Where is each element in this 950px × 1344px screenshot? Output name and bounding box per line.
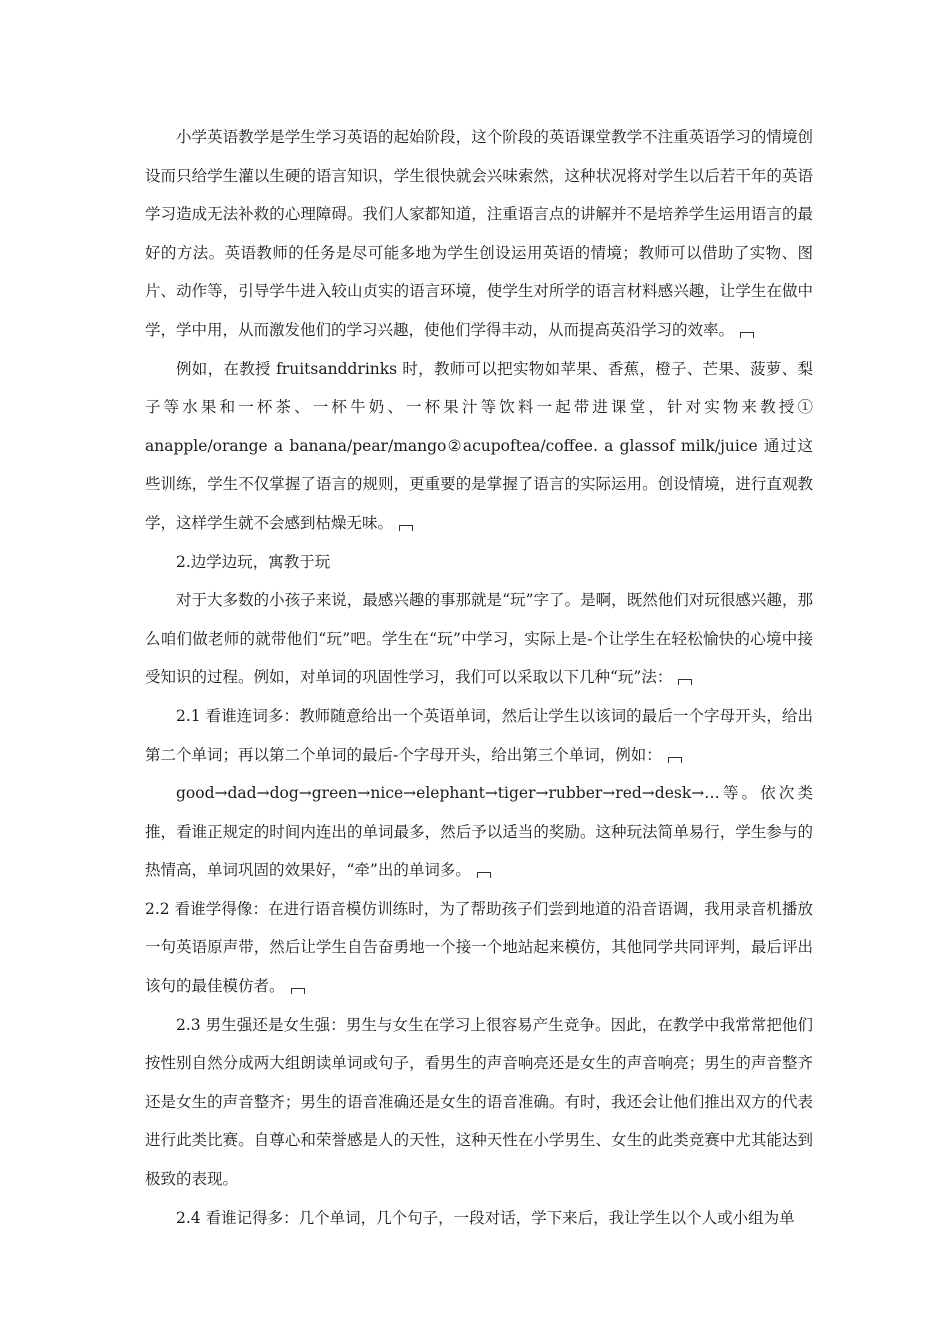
section-heading: 2.边学边玩，寓教于玩 — [176, 552, 331, 571]
paragraph-2-1 — [145, 697, 813, 774]
paragraph-play — [145, 581, 813, 697]
paragraph-text: 例如，在教授 fruitsanddrinks 时，教师可以把实物如苹果、香蕉，橙子、芒果、菠萝、梨子等水果和一杯茶、一杯牛奶、一杯果汁等饮料一起带进课堂，针对实物来教授① anapple/orange a banana/pear/mango②acupoftea/coffee. a glassof milk/juice 通过这些训练，学生不仅掌握了语言的规则，更重要的是掌握了语言的实际运用。创设情境，进行直观教学，这样学生就不会感到枯燥无味。 — [145, 359, 813, 532]
paragraph-mark-icon — [740, 332, 754, 338]
document-page — [145, 118, 813, 1237]
paragraph-2-4: 2.4 看谁记得多：几个单词，几个句子，一段对话，学下来后，我让学生以个人或小组为单 — [176, 1208, 795, 1227]
paragraph-2-3: 2.3 男生强还是女生强：男生与女生在学习上很容易产生竞争。因此，在教学中我常常把他们按性别自然分成两大组朗读单词或句子，看男生的声音响亮还是女生的声音响亮；男生的声音整齐还是女生的声音整齐；男生的语音准确还是女生的语音准确。有时，我还会让他们推出双方的代表进行此类比赛。自尊心和荣誉感是人的天性，这种天性在小学男生、女生的此类竞赛中尤其能达到极致的表现。 — [145, 1015, 813, 1189]
paragraph-example — [145, 350, 813, 543]
paragraph-text: good→dad→dog→green→nice→elephant→tiger→rubber→red→desk→…等。依次类推，看谁正规定的时间内连出的单词最多，然后予以适当的奖励。这种玩法简单易行，学生参与的热情高，单词巩固的效果好，“牵”出的单词多。 — [145, 784, 813, 880]
paragraph-text: 小学英语教学是学生学习英语的起始阶段，这个阶段的英语课堂教学不注重英语学习的情境创设而只给学生灌以生硬的语言知识，学生很快就会兴味索然，这种状况将对学生以后若干年的英语学习造成无法补救的心理障碍。我们人家都知道，注重语言点的讲解并不是培养学生运用语言的最好的方法。英语教师的任务是尽可能多地为学生创设运用英语的情境；教师可以借助了实物、图片、动作等，引导学牛进入较山贞实的语言环境，使学生对所学的语言材料感兴趣，让学生在做中学，学中用，从而激发他们的学习兴趣，使他们学得丰动，从而提高英沿学习的效率。 — [145, 128, 813, 339]
paragraph-word-chain — [145, 774, 813, 890]
paragraph-mark-icon — [477, 872, 491, 878]
paragraph-mark-icon — [291, 988, 305, 994]
paragraph-mark-icon — [668, 757, 682, 763]
paragraph-text: 2.2 看谁学得像：在进行语音模仿训练时，为了帮助孩子们尝到地道的沿音语调，我用录音机播放一句英语原声带，然后让学生自告奋勇地一个接一个地站起来模仿，其他同学共同评判，最后评出该句的最佳模仿者。 — [145, 899, 813, 996]
paragraph-intro — [145, 118, 813, 350]
paragraph-text: 2.1 看谁连词多：教师随意给出一个英语单词，然后让学生以该词的最后一个字母开头，给出第二个单词；再以第二个单词的最后-个字母开头，给出第三个单词，例如： — [145, 706, 813, 764]
paragraph-mark-icon — [678, 679, 692, 685]
paragraph-text: 对于大多数的小孩子来说，最感兴趣的事那就是“玩”字了。是啊，既然他们对玩很感兴趣，那么咱们做老师的就带他们“玩”吧。学生在“玩”中学习，实际上是-个让学生在轻松愉快的心境中接受知识的过程。例如，对单词的巩固性学习，我们可以采取以下几种“玩”法： — [145, 591, 813, 687]
paragraph-2-2 — [145, 890, 813, 1006]
paragraph-mark-icon — [399, 525, 413, 531]
